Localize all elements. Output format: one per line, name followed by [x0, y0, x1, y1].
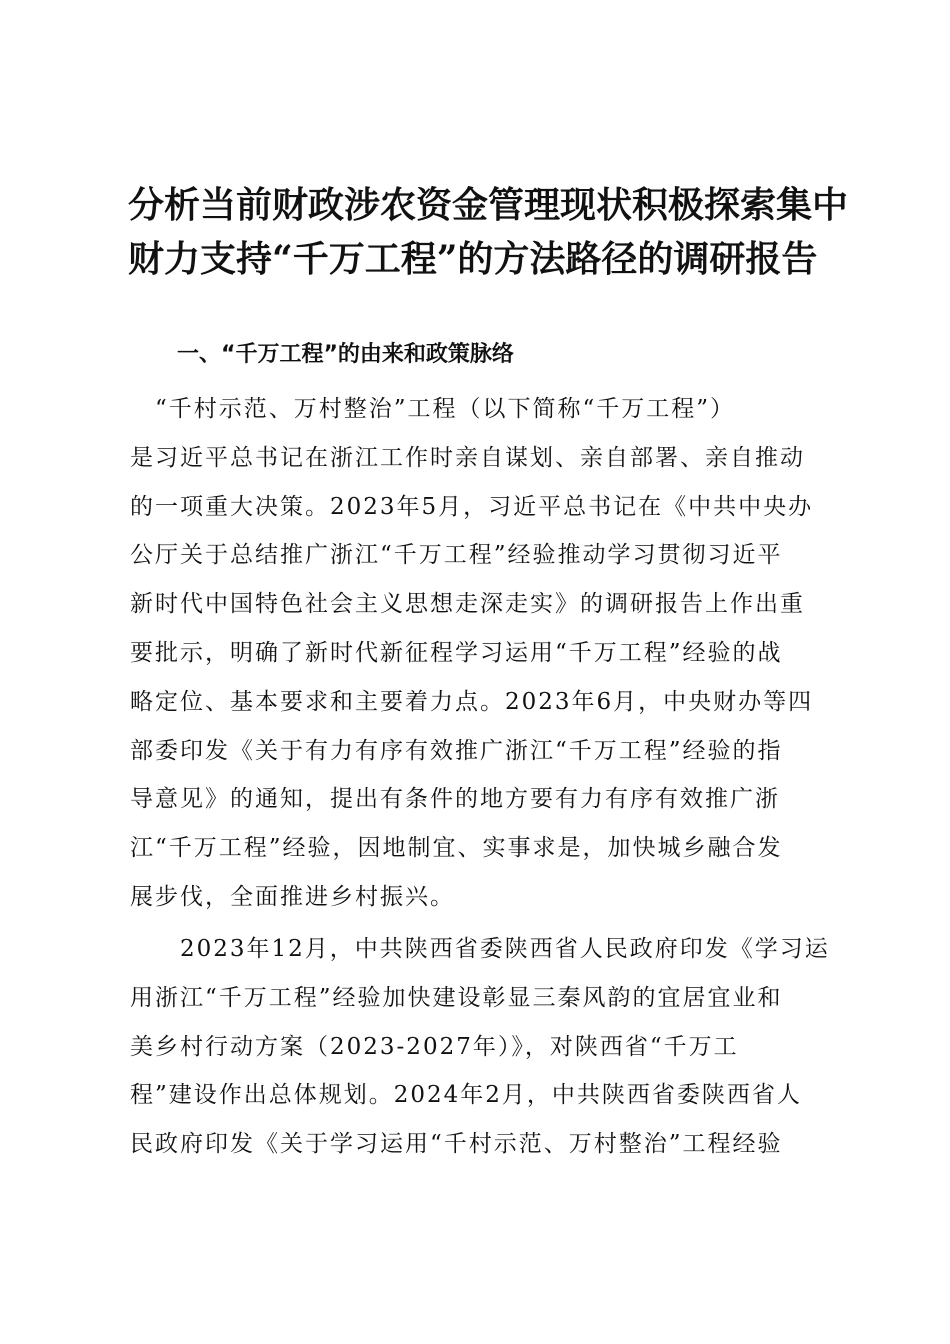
- title-line: 分析当前财政涉农资金管理现状积极探索集中: [128, 184, 849, 226]
- text-line: 是习近平总书记在浙江工作时亲自谋划、亲自部署、亲自推动: [130, 444, 805, 471]
- document-title: [128, 178, 849, 286]
- section-heading: 一、“千万工程”的由来和政策脉络: [177, 342, 514, 367]
- text-line: 导意见》的通知，提出有条件的地方要有力有序有效推广浙: [130, 786, 780, 813]
- text-line: 要批示，明确了新时代新征程学习运用“千万工程”经验的战: [130, 639, 783, 666]
- text-line: 程”建设作出总体规划。2024年2月，中共陕西省委陕西省人: [130, 1082, 802, 1109]
- text-line: 展步伐，全面推进乡村振兴。: [130, 883, 455, 910]
- text-line: 用浙江“千万工程”经验加快建设彰显三秦风韵的宜居宜业和: [130, 984, 783, 1011]
- text-line: 民政府印发《关于学习运用“千村示范、万村整治”工程经验: [130, 1131, 783, 1158]
- text-line: 公厅关于总结推广浙江“千万工程”经验推动学习贯彻习近平: [130, 542, 783, 569]
- text-line: “千村示范、万村整治”工程（以下简称“千万工程”）: [130, 396, 736, 422]
- text-line: 略定位、基本要求和主要着力点。2023年6月，中央财办等四: [130, 688, 814, 715]
- text-line: 新时代中国特色社会主义思想走深走实》的调研报告上作出重: [130, 591, 805, 618]
- paragraph-1: [130, 385, 830, 922]
- text-line: 江“千万工程”经验，因地制宜、实事求是，加快城乡融合发: [130, 835, 783, 862]
- text-line: 2023年12月，中共陕西省委陕西省人民政府印发《学习运: [130, 936, 830, 962]
- paragraph-2: [130, 925, 830, 1169]
- text-line: 部委印发《关于有力有序有效推广浙江“千万工程”经验的指: [130, 737, 783, 764]
- text-line: 美乡村行动方案（2023-2027年）》，对陕西省“千万工: [130, 1033, 739, 1060]
- title-line: 财力支持“千万工程”的方法路径的调研报告: [128, 238, 818, 280]
- text-line: 的一项重大决策。2023年5月，习近平总书记在《中共中央办: [130, 493, 814, 520]
